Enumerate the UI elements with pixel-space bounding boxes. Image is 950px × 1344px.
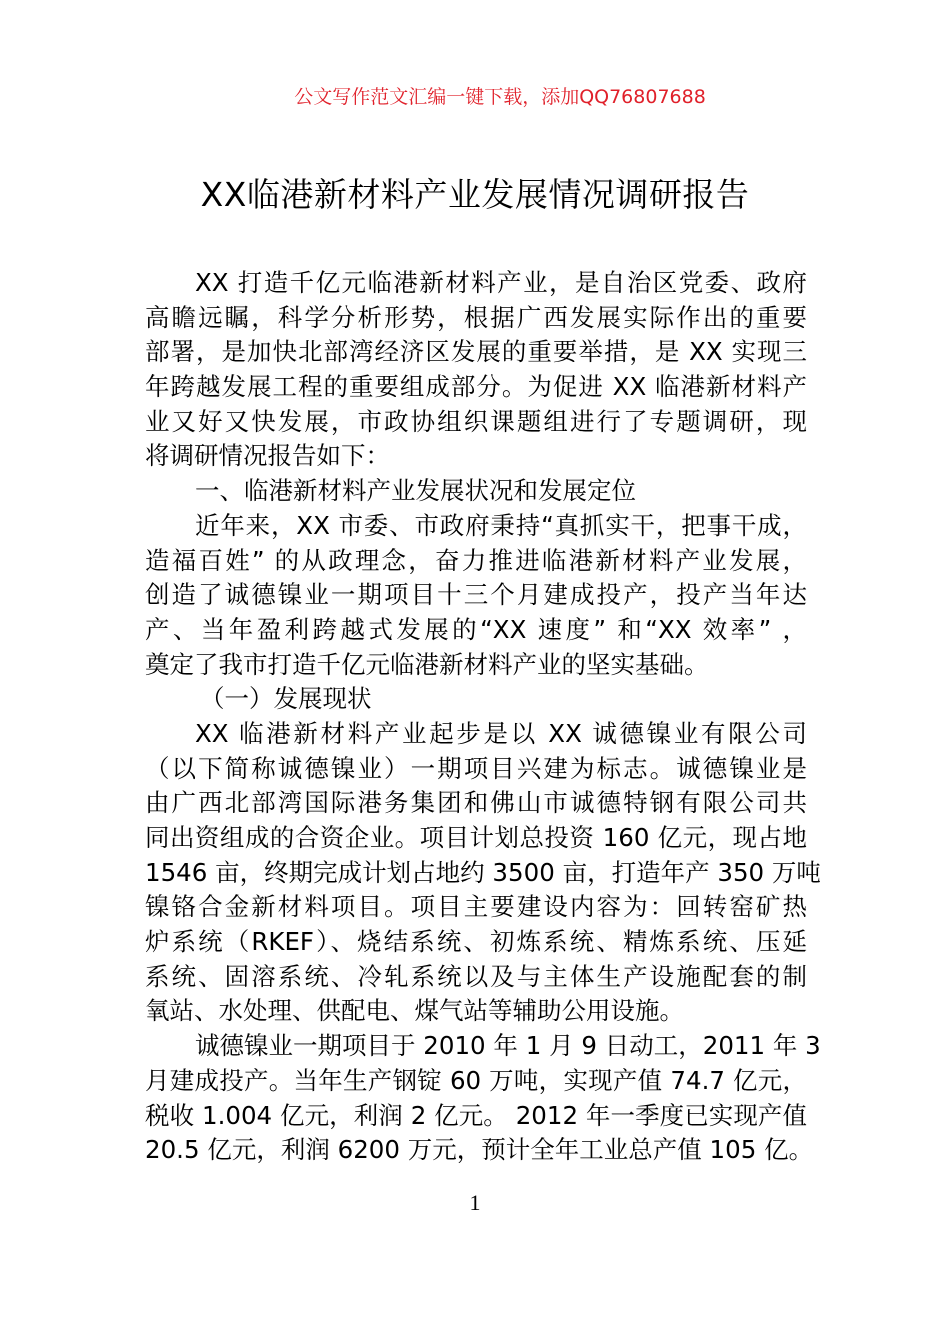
page-number: 1 xyxy=(469,1190,481,1215)
text-line: 税收 1.004 亿元，利润 2 亿元。 2012 年一季度已实现产值 xyxy=(145,1100,807,1130)
text-line: 诚德镍业一期项目于 2010 年 1 月 9 日动工，2011 年 3 xyxy=(195,1031,821,1061)
text-line: 同出资组成的合资企业。项目计划总投资 160 亿元，现占地 xyxy=(145,823,807,852)
text-line: 炉系统（RKEF）、烧结系统、初炼系统、精炼系统、压延 xyxy=(145,927,807,957)
text-line: 将调研情况报告如下： xyxy=(145,441,390,471)
text-line: （一）发展现状 xyxy=(200,684,372,714)
text-line: 造福百姓” 的从政理念，奋力推进临港新材料产业发展， xyxy=(145,545,807,575)
text-line: 高瞻远瞩，科学分析形势，根据广西发展实际作出的重要 xyxy=(145,302,807,332)
text-line: 由广西北部湾国际港务集团和佛山市诚德特钢有限公司共 xyxy=(145,788,807,818)
text-line: 业又好又快发展，市政协组织课题组进行了专题调研，现 xyxy=(145,406,807,436)
text-line: 1546 亩，终期完成计划占地约 3500 亩，打造年产 350 万吨 xyxy=(145,857,821,887)
text-line: 创造了诚德镍业一期项目十三个月建成投产，投产当年达 xyxy=(145,580,807,610)
text-line: 20.5 亿元，利润 6200 万元，预计全年工业总产值 105 亿。 xyxy=(145,1135,814,1165)
text-line: 产、当年盈利跨越式发展的“XX 速度” 和“XX 效率” ， xyxy=(145,614,807,644)
document-body xyxy=(145,266,821,1168)
text-line: XX 打造千亿元临港新材料产业，是自治区党委、政府 xyxy=(195,268,807,297)
text-line: 近年来，XX 市委、市政府秉持“真抓实干，把事干成， xyxy=(195,510,807,540)
download-banner: 公文写作范文汇编一键下载，添加QQ76807688 xyxy=(294,86,706,108)
text-line: 镍铬合金新材料项目。项目主要建设内容为：回转窑矿热 xyxy=(145,892,807,922)
text-line: XX 临港新材料产业起步是以 XX 诚德镍业有限公司 xyxy=(195,718,807,748)
text-line: 系统、固溶系统、冷轧系统以及与主体生产设施配套的制 xyxy=(145,961,807,991)
text-line: 氧站、水处理、供配电、煤气站等辅助公用设施。 xyxy=(145,996,684,1026)
text-line: 奠定了我市打造千亿元临港新材料产业的坚实基础。 xyxy=(145,649,709,679)
text-line: 一、临港新材料产业发展状况和发展定位 xyxy=(195,476,636,506)
text-line: （以下简称诚德镍业）一期项目兴建为标志。诚德镍业是 xyxy=(145,753,807,783)
text-line: 部署，是加快北部湾经济区发展的重要举措，是 XX 实现三 xyxy=(145,337,807,367)
text-line: 月建成投产。当年生产钢锭 60 万吨，实现产值 74.7 亿元， xyxy=(145,1065,807,1095)
text-line: 年跨越发展工程的重要组成部分。为促进 XX 临港新材料产 xyxy=(145,372,807,402)
document-title: XX临港新材料产业发展情况调研报告 xyxy=(200,175,750,214)
